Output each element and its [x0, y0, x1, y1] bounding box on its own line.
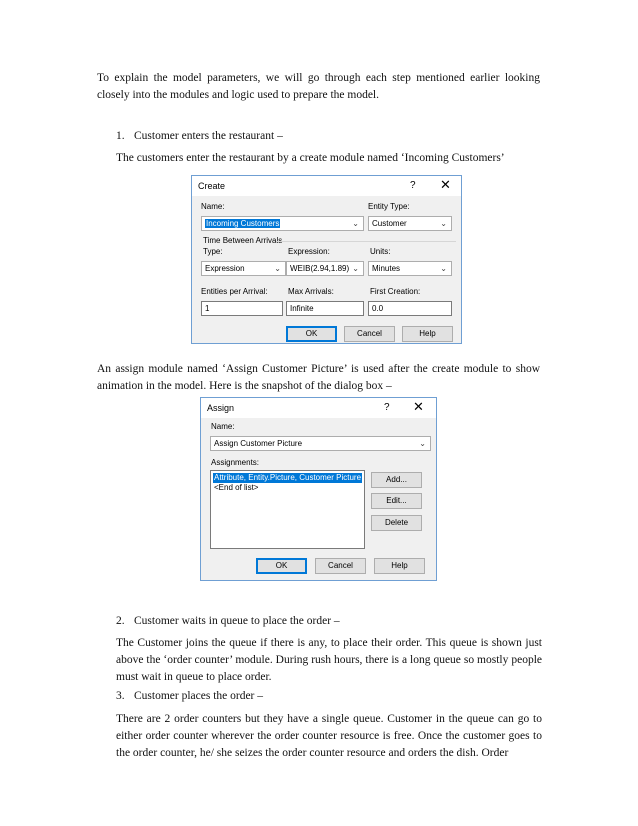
ok-button[interactable]: OK: [256, 558, 307, 574]
assignments-label: Assignments:: [211, 458, 260, 467]
group-divider: [276, 241, 456, 242]
chevron-down-icon: ⌄: [419, 439, 426, 448]
help-icon[interactable]: ?: [384, 402, 390, 413]
list-item[interactable]: Attribute, Entity.Picture, Customer Picture: [214, 473, 362, 482]
max-arrivals-field[interactable]: [286, 301, 364, 316]
name-value: Incoming Customers: [206, 219, 280, 228]
expression-label: Expression:: [288, 247, 330, 256]
entity-type-combo[interactable]: [368, 216, 452, 231]
create-dialog: [191, 175, 462, 344]
create-dialog-titlebar: [192, 176, 461, 196]
name-combo[interactable]: [201, 216, 364, 231]
assign-dialog-title: Assign: [207, 403, 235, 413]
step-2-number: 2.: [116, 615, 125, 627]
list-item[interactable]: <End of list>: [214, 483, 259, 492]
close-icon[interactable]: ✕: [413, 399, 424, 414]
chevron-down-icon: ⌄: [440, 264, 447, 273]
entity-type-label: Entity Type:: [368, 202, 410, 211]
first-creation-value: 0.0: [372, 304, 384, 313]
max-arrivals-label: Max Arrivals:: [288, 287, 334, 296]
help-button[interactable]: Help: [402, 326, 453, 342]
units-label: Units:: [370, 247, 391, 256]
time-between-arrivals-label: Time Between Arrivals: [203, 236, 283, 245]
max-arrivals-value: Infinite: [290, 304, 314, 313]
close-icon[interactable]: ✕: [440, 177, 451, 192]
step-1-number: 1.: [116, 130, 125, 142]
add-button[interactable]: Add...: [371, 472, 422, 488]
first-creation-field[interactable]: [368, 301, 452, 316]
assign-dialog: [200, 397, 437, 581]
entities-per-arrival-label: Entities per Arrival:: [201, 287, 268, 296]
first-creation-label: First Creation:: [370, 287, 421, 296]
step-3-number: 3.: [116, 690, 125, 702]
create-dialog-title: Create: [198, 181, 226, 191]
assign-name-value: Assign Customer Picture: [214, 439, 303, 448]
step-2-text: The Customer joins the queue if there is any, to place their order. This queue is shown just above the ‘order counter’ module. During rush hours, there is a long queue so mostly people must wait in queue to place order.: [116, 637, 542, 683]
help-button[interactable]: Help: [374, 558, 425, 574]
assign-dialog-titlebar: [201, 398, 436, 418]
type-label: Type:: [203, 247, 223, 256]
step-1-heading: [116, 128, 283, 145]
chevron-down-icon: ⌄: [274, 264, 281, 273]
intro-paragraph: To explain the model parameters, we will go through each step mentioned earlier looking closely into the modules and logic used to prepare the model.: [97, 72, 540, 101]
cancel-button[interactable]: Cancel: [344, 326, 395, 342]
name-label: Name:: [201, 202, 225, 211]
help-icon[interactable]: ?: [410, 180, 416, 191]
step-3-text: There are 2 order counters but they have a single queue. Customer in the queue can go to either order counter wherever the order counter resource is free. Once the customer goes to the order counter, he/ she seizes the order counter resource and orders the dish. Order: [116, 713, 542, 759]
step-3-heading: [116, 688, 263, 705]
edit-button[interactable]: Edit...: [371, 493, 422, 509]
units-value: Minutes: [372, 264, 401, 273]
entity-type-value: Customer: [372, 219, 407, 228]
ok-button[interactable]: OK: [286, 326, 337, 342]
chevron-down-icon: ⌄: [440, 219, 447, 228]
step-3-title: Customer places the order –: [134, 690, 264, 702]
type-combo[interactable]: [201, 261, 286, 276]
expression-value: WEIB(2.94,1.89): [290, 264, 350, 273]
units-combo[interactable]: [368, 261, 452, 276]
step-2-title: Customer waits in queue to place the order –: [134, 615, 340, 627]
assignments-listbox[interactable]: [210, 470, 365, 549]
entities-per-arrival-value: 1: [205, 304, 210, 313]
assign-name-combo[interactable]: [210, 436, 431, 451]
step-1-title: Customer enters the restaurant –: [134, 130, 283, 142]
name-label: Name:: [211, 422, 235, 431]
chevron-down-icon: ⌄: [352, 219, 359, 228]
expression-combo[interactable]: [286, 261, 364, 276]
step-2-heading: [116, 613, 340, 630]
entities-per-arrival-field[interactable]: [201, 301, 283, 316]
cancel-button[interactable]: Cancel: [315, 558, 366, 574]
step-1-text: The customers enter the restaurant by a create module named ‘Incoming Customers’: [116, 152, 505, 164]
type-value: Expression: [205, 264, 245, 273]
chevron-down-icon: ⌄: [352, 264, 359, 273]
assign-paragraph: An assign module named ‘Assign Customer Picture’ is used after the create module to show animation in the model. Here is the snapshot of the dialog box –: [97, 363, 540, 392]
delete-button[interactable]: Delete: [371, 515, 422, 531]
